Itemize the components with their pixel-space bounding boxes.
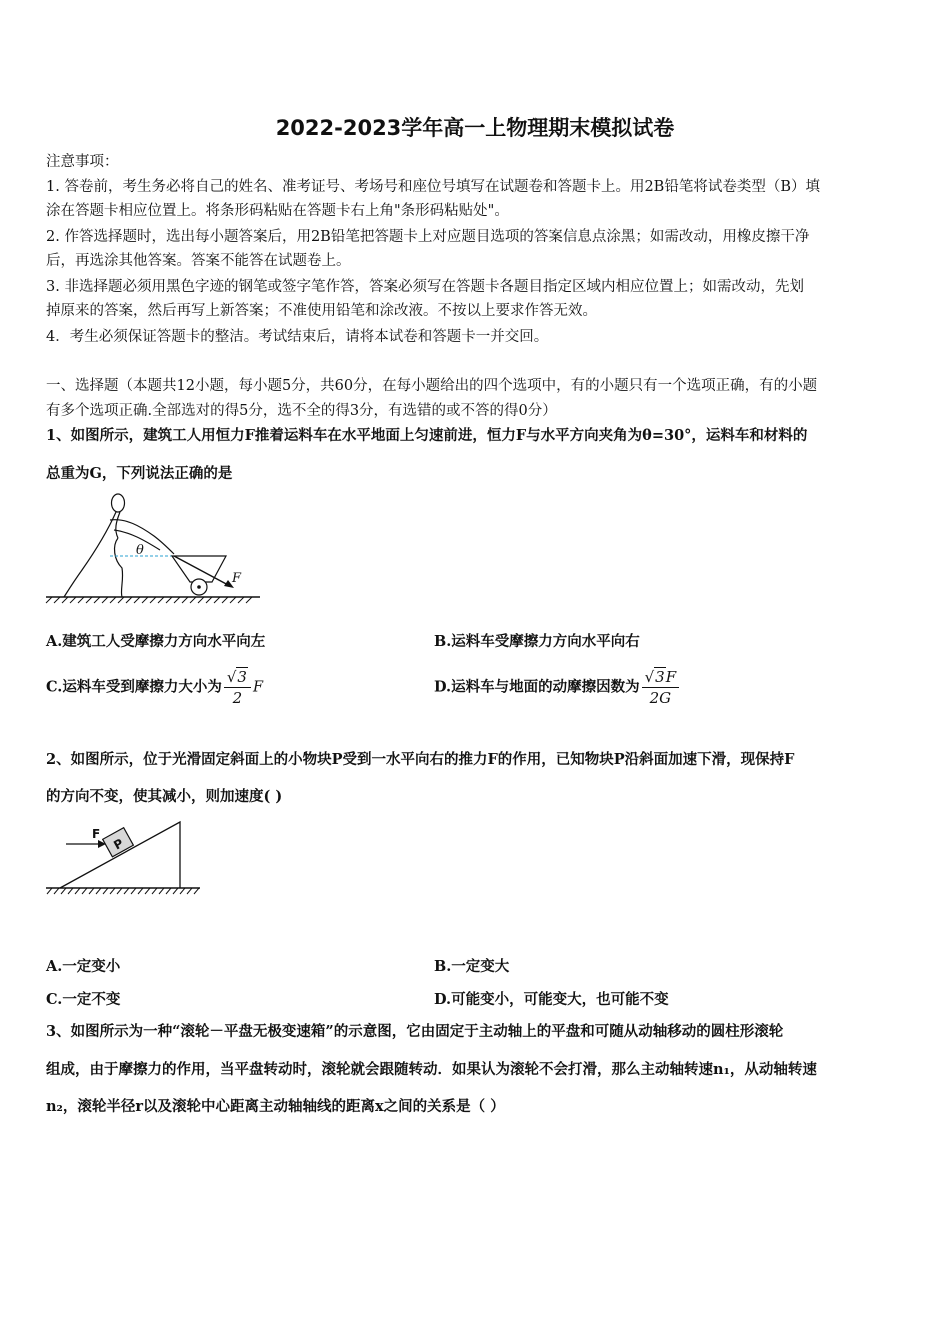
q1-option-c[interactable] bbox=[46, 668, 263, 707]
q2-force-label: F bbox=[92, 827, 101, 841]
notice-line-2b: 后，再选涂其他答案。答案不能答在试题卷上。 bbox=[46, 253, 351, 269]
q3-stem-line-2: 组成，由于摩擦力的作用，当平盘转动时，滚轮就会跟随转动．如果认为滚轮不会打滑，那么主动轴转速n₁，从动轴转速 bbox=[46, 1061, 817, 1078]
notice-line-1b: 涂在答题卡相应位置上。将条形码粘贴在答题卡右上角"条形码粘贴处"。 bbox=[46, 203, 509, 219]
section-1-line-2: 有多个选项正确.全部选对的得5分，选不全的得3分，有选错的或不答的得0分） bbox=[46, 403, 557, 419]
notice-line-4: 4．考生必须保证答题卡的整洁。考试结束后，请将本试卷和答题卡一并交回。 bbox=[46, 329, 549, 345]
notice-heading: 注意事项： bbox=[46, 154, 119, 170]
q2-option-a[interactable]: A.一定变小 bbox=[46, 958, 121, 975]
notice-line-1a: 1. 答卷前，考生务必将自己的姓名、准考证号、考场号和座位号填写在试题卷和答题卡上。用2B铅笔将试卷类型（B）填 bbox=[46, 179, 820, 195]
q1-cart-figure bbox=[44, 490, 264, 605]
q2-option-b[interactable]: B.一定变大 bbox=[434, 958, 510, 975]
q2-incline-figure bbox=[46, 818, 206, 898]
q1-stem-line-2: 总重为G，下列说法正确的是 bbox=[46, 465, 233, 482]
q3-stem-line-3: n₂，滚轮半径r以及滚轮中心距离主动轴轴线的距离x之间的关系是（ ） bbox=[46, 1098, 505, 1115]
notice-line-3b: 掉原来的答案，然后再写上新答案；不准使用铅笔和涂改液。不按以上要求作答无效。 bbox=[46, 303, 597, 319]
notice-line-3a: 3. 非选择题必须用黑色字迹的钢笔或签字笔作答，答案必须写在答题卡各题目指定区域内相应位置上；如需改动，先划 bbox=[46, 279, 804, 295]
q3-stem-line-1: 3、如图所示为一种“滚轮－平盘无极变速箱”的示意图，它由固定于主动轴上的平盘和可随从动轴移动的圆柱形滚轮 bbox=[46, 1023, 784, 1040]
q2-option-c[interactable]: C.一定不变 bbox=[46, 991, 121, 1008]
q1-option-d-fraction: $\frac{√3F}{2G}$ bbox=[642, 668, 680, 707]
section-1-line-1: 一、选择题（本题共12小题，每小题5分，共60分，在每小题给出的四个选项中，有的小题只有一个选项正确，有的小题 bbox=[46, 378, 818, 394]
q1-option-b[interactable]: B.运料车受摩擦力方向水平向右 bbox=[434, 633, 640, 650]
q1-force-label: F bbox=[232, 571, 242, 586]
q1-theta-label: θ bbox=[136, 543, 144, 558]
q1-option-a[interactable]: A.建筑工人受摩擦力方向水平向左 bbox=[46, 633, 266, 650]
q1-stem-line-1: 1、如图所示，建筑工人用恒力F推着运料车在水平地面上匀速前进，恒力F与水平方向夹角为θ=30°，运料车和材料的 bbox=[46, 427, 808, 444]
q1-option-d-text: D.运料车与地面的动摩擦因数为 bbox=[434, 678, 640, 696]
q2-stem-line-2: 的方向不变，使其减小，则加速度( ) bbox=[46, 788, 283, 805]
q1-option-d[interactable] bbox=[434, 668, 681, 707]
q1-option-c-text: C.运料车受到摩擦力大小为 bbox=[46, 678, 222, 696]
q2-stem-line-1: 2、如图所示，位于光滑固定斜面上的小物块P受到一水平向右的推力F的作用，已知物块P沿斜面加速下滑，现保持F bbox=[46, 751, 795, 768]
q2-option-d[interactable]: D.可能变小，可能变大，也可能不变 bbox=[434, 991, 669, 1008]
page-title: 2022-2023学年高一上物理期末模拟试卷 bbox=[275, 116, 675, 140]
q1-option-c-fraction: $\frac{√3}{2}$ bbox=[224, 668, 251, 707]
notice-line-2a: 2. 作答选择题时，选出每小题答案后，用2B铅笔把答题卡上对应题目选项的答案信息点涂黑；如需改动，用橡皮擦干净 bbox=[46, 229, 810, 245]
q2-block-label: P bbox=[111, 836, 126, 853]
q1-option-c-tail: F bbox=[252, 679, 264, 696]
